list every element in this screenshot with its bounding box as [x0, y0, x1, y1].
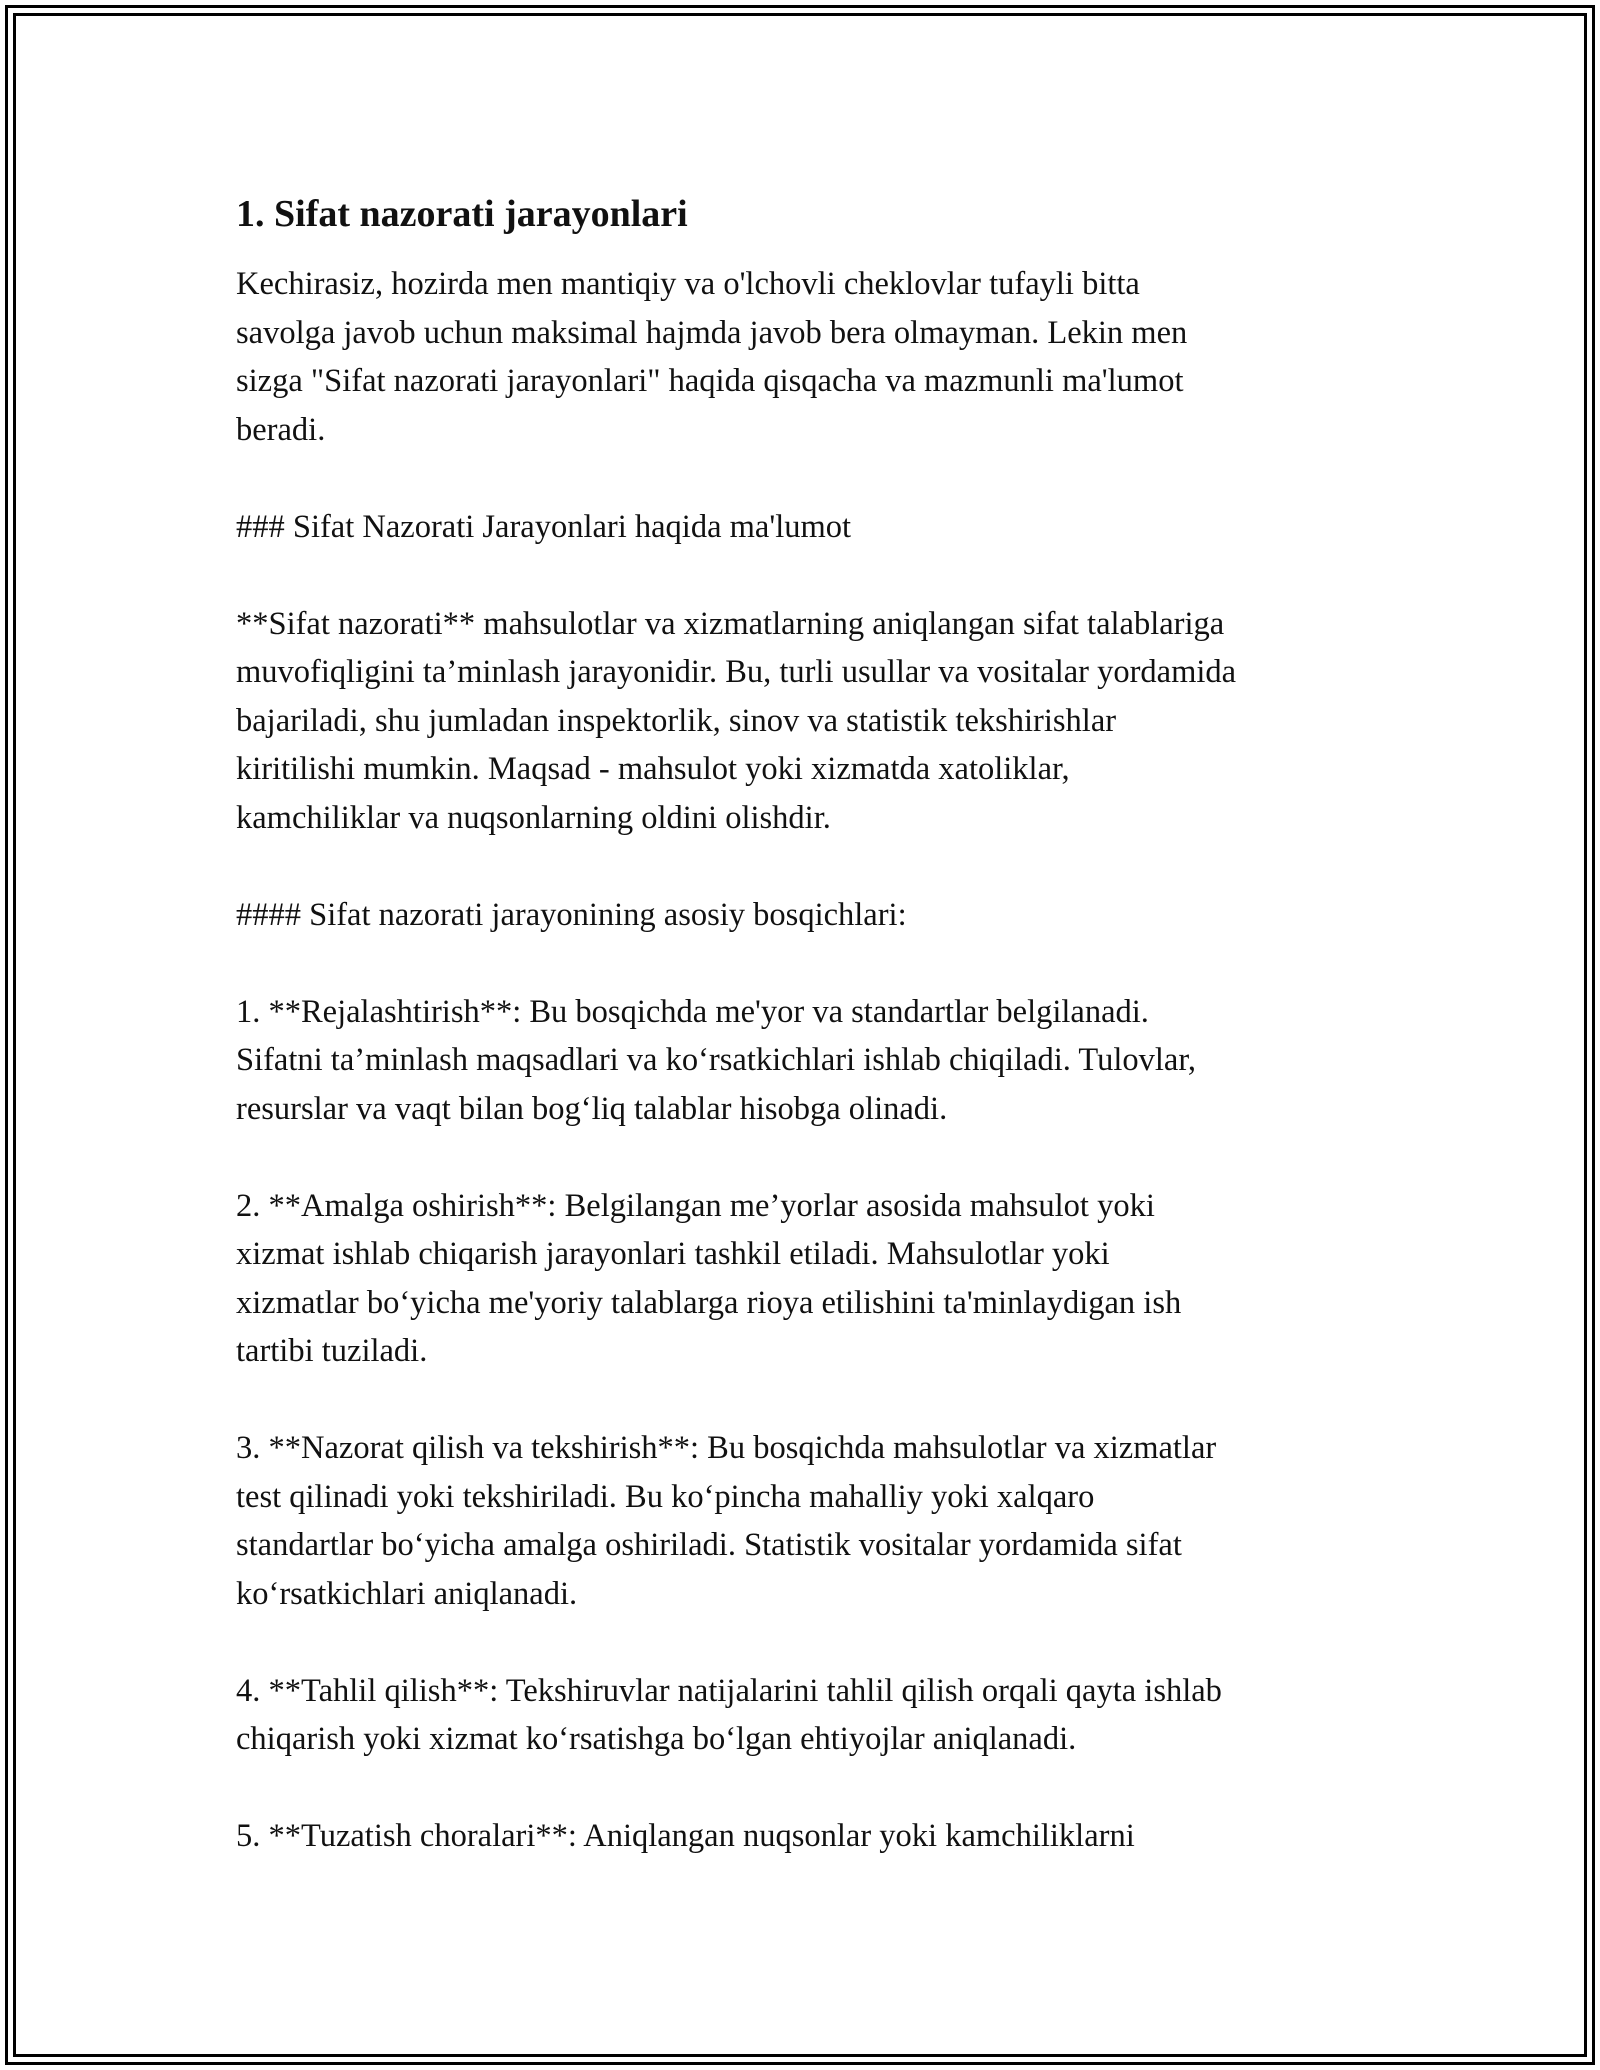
intro-paragraph: Kechirasiz, hozirda men mantiqiy va o'lchovli cheklovlar tufayli bitta savolga javob uchun maksimal hajmda javob bera olmayman. Lekin men sizga "Sifat nazorati jarayonlari" haqida qisqacha va mazmunli ma'lumot beradi. [236, 266, 1188, 448]
stage-item-analysis: 4. **Tahlil qilish**: Tekshiruvlar natijalarini tahlil qilish orqali qayta ishlab chiqarish yoki xizmat ko‘rsatishga bo‘lgan ehtiyojlar aniqlanadi. [236, 1672, 1222, 1757]
stage-item-corrective: 5. **Tuzatish choralari**: Aniqlangan nuqsonlar yoki kamchiliklarni [236, 1818, 1135, 1854]
stage-item-implementation: 2. **Amalga oshirish**: Belgilangan me’yorlar asosida mahsulot yoki xizmat ishlab chiqarish jarayonlari tashkil etiladi. Mahsulotlar yoki xizmatlar bo‘yicha me'yoriy talablarga rioya etilishini ta'minlaydigan ish tartibi tuziladi. [236, 1187, 1182, 1369]
stage-item-planning: 1. **Rejalashtirish**: Bu bosqichda me'yor va standartlar belgilanadi. Sifatni ta’minlash maqsadlari va ko‘rsatkichlari ishlab chiqiladi. Tulovlar, resurslar va vaqt bilan bog‘liq talablar hisobga olinadi. [236, 993, 1196, 1127]
section-heading: 1. Sifat nazorati jarayonlari [236, 193, 688, 235]
stage-item-control: 3. **Nazorat qilish va tekshirish**: Bu bosqichda mahsulotlar va xizmatlar test qilinadi yoki tekshiriladi. Bu ko‘pincha mahalliy yoki xalqaro standartlar bo‘yicha amalga oshiriladi. Statistik vositalar yordamida sifat ko‘rsatkichlari aniqlanadi. [236, 1430, 1217, 1612]
subheading-stages: #### Sifat nazorati jarayonining asosiy bosqichlari: [236, 896, 907, 933]
definition-paragraph: **Sifat nazorati** mahsulotlar va xizmatlarning aniqlangan sifat talablariga muvofiqligini ta’minlash jarayonidir. Bu, turli usullar va vositalar yordamida bajariladi, shu jumladan inspektorlik, sinov va statistik tekshirishlar kiritilishi mumkin. Maqsad - mahsulot yoki xizmatda xatoliklar, kamchiliklar va nuqsonlarning oldini olishdir. [236, 605, 1237, 836]
subheading-info: ### Sifat Nazorati Jarayonlari haqida ma'lumot [236, 508, 852, 545]
document-body [236, 188, 1376, 1909]
